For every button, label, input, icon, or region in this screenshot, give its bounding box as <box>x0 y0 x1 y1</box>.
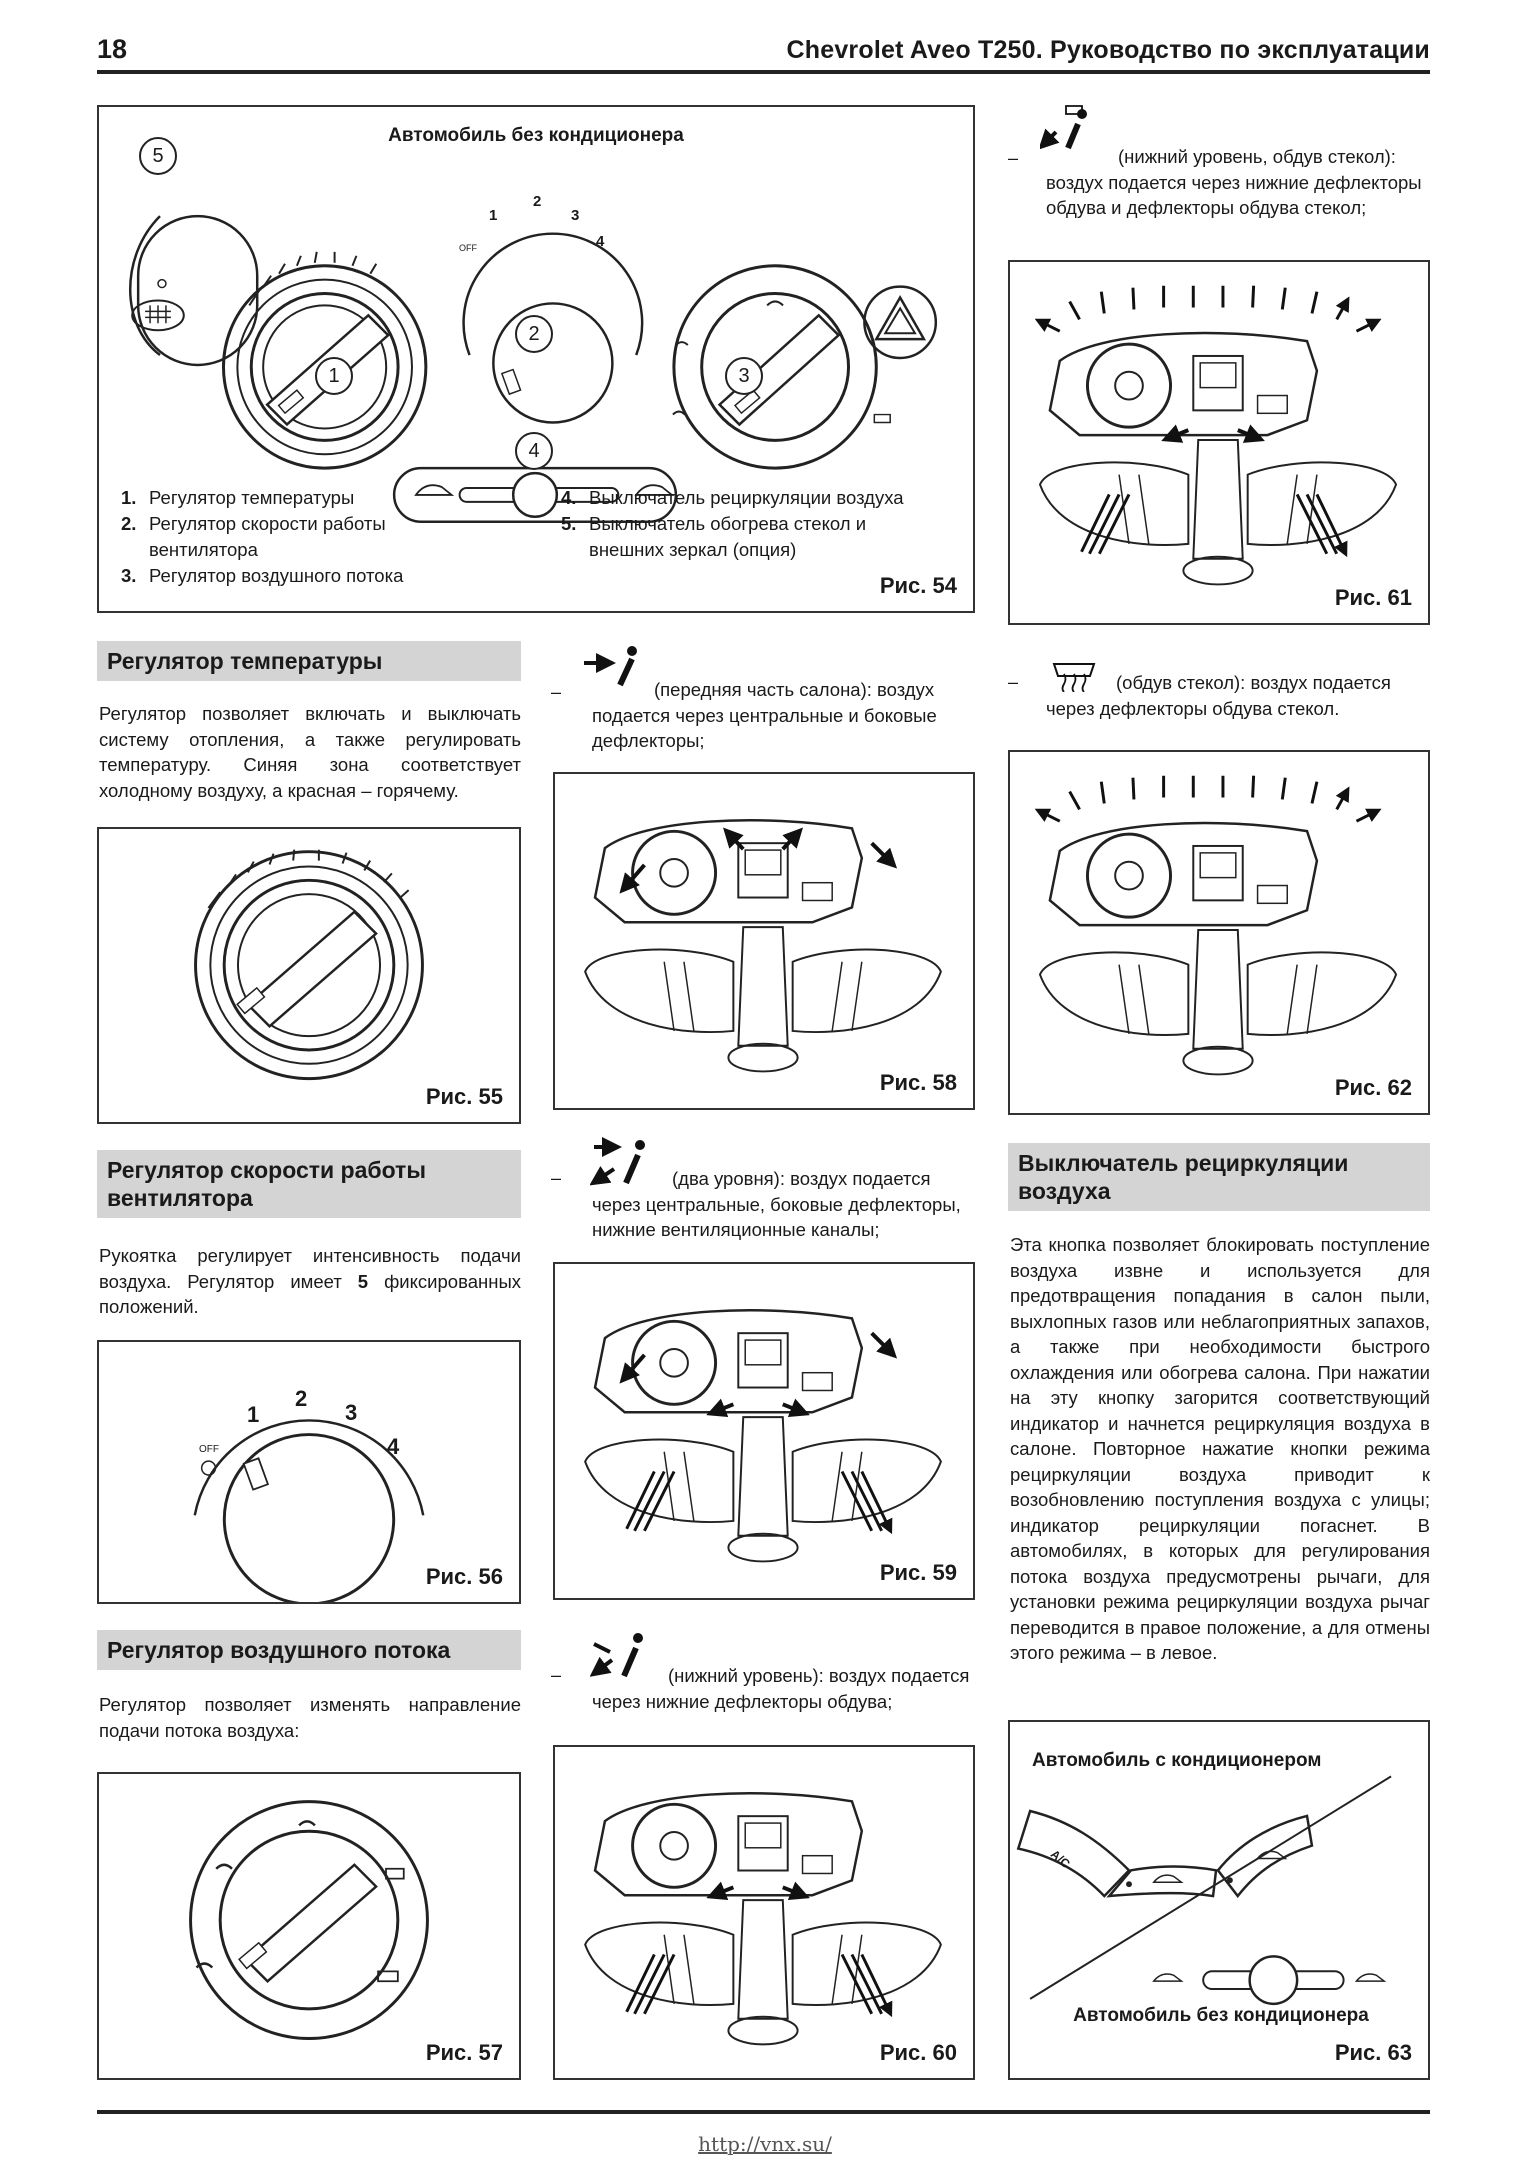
paragraph-airflow: Регулятор позволяет изменять направление подачи потока воздуха: <box>99 1694 521 1741</box>
figure-55 <box>97 827 521 1124</box>
paragraph-recirculation: Эта кнопка позволяет блокировать поступление воздуха извне и используется для предотвращения попадания в салон пыли, выхлопных газов или неблагоприятных запахов, а также при необходимости быстрого охлаждения или обогрева салона. При нажатии на эту кнопку загорится соответствующий индикатор и начнется рециркуляция воздуха в салоне. Повторное нажатие кнопки режима рециркуляции воздуха приводит к возобновлению поступления воздуха с улицы; индикатор рециркуляции погаснет. В автомобилях, в которых для регулирования потока воздуха предусмотрены рычаги, для установки режима рециркуляции воздуха рычаг переводится в правое положение, а для отмены этого режима – в левое. <box>1010 1234 1430 1663</box>
fan-label-1: 1 <box>489 207 498 224</box>
figure-62-caption: Рис. 62 <box>1334 1075 1412 1100</box>
figure-59 <box>553 1262 975 1600</box>
figure-54 <box>97 105 975 613</box>
recirculation-lever-small[interactable] <box>1154 1956 1384 2003</box>
figure-58 <box>553 772 975 1110</box>
section-heading-temperature: Регулятор температуры <box>97 641 521 681</box>
footer-rule <box>97 2110 1430 2114</box>
running-title: Chevrolet Aveo T250. Руководство по эксплуатации <box>786 36 1430 64</box>
footer-url[interactable]: http://vnx.su/ <box>698 2132 832 2156</box>
figure-56-caption: Рис. 56 <box>425 1564 503 1589</box>
mode-face-text: (передняя часть салона): воздух подается через центральные и боковые дефлекторы; <box>592 679 937 751</box>
paragraph-temperature: Регулятор позволяет включать и выключать систему отопления, а также регулировать температуру. Синяя зона соответствует холодному воздуху, а красная – горячему. <box>99 703 521 801</box>
temperature-knob-drawing <box>99 829 519 1122</box>
figure-63-caption: Рис. 63 <box>1334 2040 1412 2065</box>
callout-4: 4 <box>515 432 553 470</box>
figure-60 <box>553 1745 975 2080</box>
fan-label-2: 2 <box>533 193 542 210</box>
legend-item: 5. Выключатель обогрева стекол и внешних зеркал (опция) <box>561 513 867 560</box>
fan-speed-off: OFF <box>199 1444 219 1455</box>
figure-63-title-ac: Автомобиль с кондиционером <box>1032 1750 1322 1771</box>
dash: – <box>551 1665 562 1685</box>
figure-61 <box>1008 260 1430 625</box>
dash: – <box>1008 148 1019 168</box>
figure-57-caption: Рис. 57 <box>425 2040 503 2065</box>
figure-56 <box>97 1340 521 1604</box>
paragraph-fan-speed: Рукоятка регулирует интенсивность подачи воздуха. Регулятор имеет 5 фиксированных положений. <box>99 1245 521 1317</box>
fan-speed-knob-drawing <box>99 1342 519 1602</box>
floor-airflow-drawing <box>555 1747 973 2078</box>
hazard-button[interactable] <box>864 287 935 358</box>
dash: – <box>551 682 562 702</box>
legend-left <box>121 485 461 589</box>
fan-speed-2: 2 <box>295 1386 308 1411</box>
legend-item: 1. Регулятор температуры <box>121 487 355 508</box>
legend-item: 4. Выключатель рециркуляции воздуха <box>561 487 904 508</box>
section-heading-recirculation: Выключатель рециркуляции воздуха <box>1008 1143 1430 1211</box>
dash: – <box>1008 672 1019 692</box>
section-heading-fan-speed: Регулятор скорости работы вентилятора <box>97 1150 521 1218</box>
legend-right <box>561 485 961 563</box>
mode-floor-text: (нижний уровень): воздух подается через нижние дефлекторы обдува; <box>592 1665 970 1712</box>
airflow-knob-drawing <box>99 1774 519 2078</box>
figure-59-caption: Рис. 59 <box>879 1560 957 1585</box>
bilevel-airflow-drawing <box>555 1264 973 1598</box>
mode-bilevel-text: (два уровня): воздух подается через центральные, боковые дефлекторы, нижние вентиляционные каналы; <box>592 1168 961 1240</box>
mode-defrost-text: (обдув стекол): воздух подается через дефлекторы обдува стекол. <box>1046 672 1391 719</box>
dash: – <box>551 1168 562 1188</box>
airflow-knob[interactable] <box>673 266 890 468</box>
header-rule <box>97 70 1430 74</box>
figure-57 <box>97 1772 521 2080</box>
fan-speed-3: 3 <box>345 1400 358 1425</box>
mode-floor-defrost-text: (нижний уровень, обдув стекол): воздух подается через нижние дефлекторы обдува и дефлекторы обдува стекол; <box>1046 146 1422 218</box>
ac-label: A/C <box>1047 1846 1073 1872</box>
figure-54-title: Автомобиль без кондиционера <box>388 125 684 146</box>
page-number: 18 <box>97 34 128 64</box>
face-airflow-drawing <box>555 774 973 1108</box>
fan-label-3: 3 <box>571 207 580 224</box>
fan-speed-1: 1 <box>247 1402 260 1427</box>
callout-5: 5 <box>139 137 177 175</box>
figure-58-caption: Рис. 58 <box>879 1070 957 1095</box>
figure-55-caption: Рис. 55 <box>425 1084 503 1109</box>
figure-60-caption: Рис. 60 <box>879 2040 957 2065</box>
legend-item: 2. Регулятор скорости работы вентилятора <box>121 513 386 560</box>
section-heading-airflow: Регулятор воздушного потока <box>97 1630 521 1670</box>
figure-63-title-no-ac: Автомобиль без кондиционера <box>1073 2005 1369 2026</box>
fan-speed-knob[interactable] <box>464 234 643 423</box>
fan-speed-4: 4 <box>387 1434 400 1459</box>
fan-off-label: OFF <box>459 243 477 253</box>
callout-1: 1 <box>315 357 353 395</box>
figure-61-caption: Рис. 61 <box>1334 585 1412 610</box>
callout-3: 3 <box>725 357 763 395</box>
legend-item: 3. Регулятор воздушного потока <box>121 565 404 586</box>
panel-left-edge <box>138 216 257 365</box>
figure-62 <box>1008 750 1430 1115</box>
callout-2: 2 <box>515 315 553 353</box>
floor-defrost-mode-icon <box>1040 100 1100 150</box>
defrost-airflow-drawing <box>1010 752 1428 1113</box>
figure-63 <box>1008 1720 1430 2080</box>
figure-54-caption: Рис. 54 <box>879 573 957 598</box>
floor-defrost-airflow-drawing <box>1010 262 1428 623</box>
fan-label-4: 4 <box>596 233 605 250</box>
